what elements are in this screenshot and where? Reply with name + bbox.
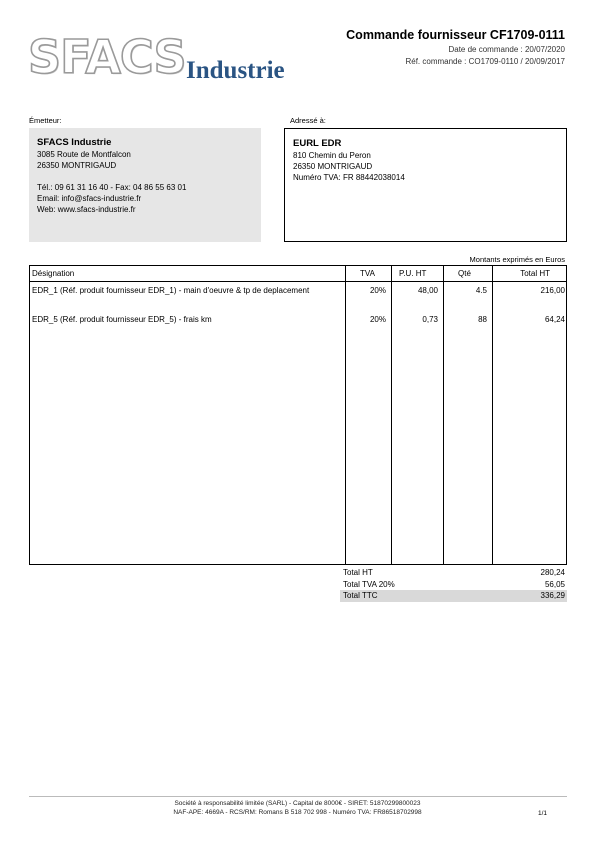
recipient-address-line1: 810 Chemin du Peron [293,151,371,160]
sender-box [29,128,261,242]
sender-email: Email: info@sfacs-industrie.fr [37,194,142,203]
header-quantity: Qté [458,269,471,278]
recipient-name: EURL EDR [293,138,342,149]
total-ht-value: 280,24 [540,568,565,577]
total-ht-label: Total HT [343,568,373,577]
sender-address-line2: 26350 MONTRIGAUD [37,161,117,170]
order-reference: Réf. commande : CO1709-0110 / 20/09/2017 [405,57,565,66]
header-unit-price: P.U. HT [399,269,427,278]
row2-designation: EDR_5 (Réf. produit fournisseur EDR_5) - frais km [32,315,212,324]
totals-block [340,567,567,602]
header-total-ht: Total HT [520,269,550,278]
sender-name: SFACS Industrie [37,137,112,148]
column-divider [345,266,346,564]
row1-unit-price: 48,00 [417,286,438,295]
document-title: Commande fournisseur CF1709-0111 [346,28,565,42]
sender-address-line1: 3085 Route de Montfalcon [37,150,131,159]
sender-phone: Tél.: 09 61 31 16 40 - Fax: 04 86 55 63 01 [37,183,187,192]
total-ttc-label: Total TTC [343,591,378,600]
column-divider [391,266,392,564]
row2-total: 64,24 [544,315,565,324]
recipient-box [284,128,567,242]
logo-industrie-text: Industrie [186,57,285,84]
total-ttc-row [340,590,567,602]
row2-quantity: 88 [478,315,487,324]
column-divider [492,266,493,564]
header-designation: Désignation [32,269,75,278]
header-tva: TVA [360,269,375,278]
total-tva-row [340,579,567,591]
header-divider [30,281,566,282]
sender-web: Web: www.sfacs-industrie.fr [37,205,136,214]
row1-tva: 20% [369,286,386,295]
items-table [29,265,567,565]
row2-unit-price: 0,73 [422,315,438,324]
recipient-caption: Adressé à: [290,116,326,125]
footer-legal-line2: NAF-APE: 4669A - RCS/RM: Romans B 518 702 998 - Numéro TVA: FR86518702998 [173,809,422,816]
page-number: 1/1 [537,810,547,817]
order-date: Date de commande : 20/07/2020 [448,45,565,54]
sender-caption: Émetteur: [29,116,62,125]
row1-total: 216,00 [540,286,565,295]
row2-tva: 20% [369,315,386,324]
column-divider [443,266,444,564]
logo-sfacs-text: SFACS [28,30,186,84]
row1-quantity: 4.5 [475,286,487,295]
row1-designation: EDR_1 (Réf. produit fournisseur EDR_1) - main d'oeuvre & tp de deplacement [32,286,310,295]
total-ht-row [340,567,567,579]
footer-divider [29,796,567,797]
total-tva-value: 56,05 [544,579,565,589]
total-tva-label: Total TVA 20% [343,579,395,589]
recipient-address-line2: 26350 MONTRIGAUD [293,162,373,171]
footer-legal-line1: Société à responsabilité limitée (SARL) - Capital de 8000€ - SIRET: 51870299800023 [174,800,421,807]
company-logo [28,28,318,88]
total-ttc-value: 336,29 [540,591,565,600]
currency-note: Montants exprimés en Euros [469,255,565,264]
recipient-vat: Numéro TVA: FR 88442038014 [293,173,405,182]
